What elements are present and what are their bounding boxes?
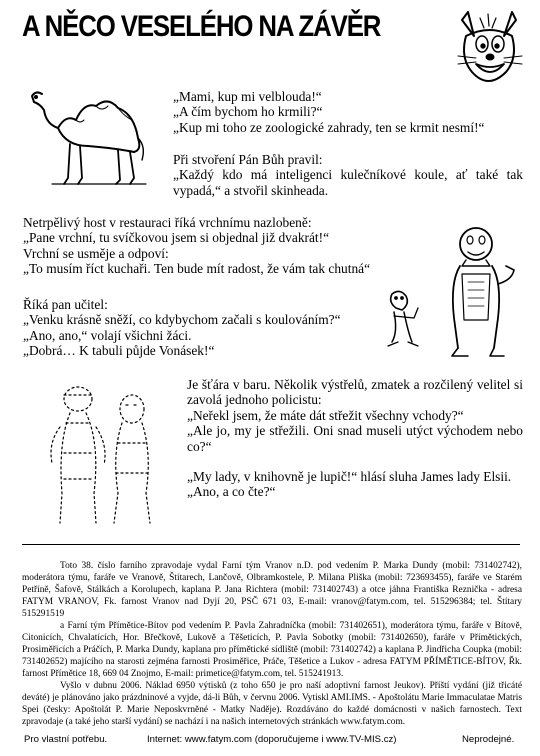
footer-personal-use: Pro vlastní potřebu.	[24, 734, 108, 745]
footer-paragraph-vranov: Toto 38. číslo farního zpravodaje vydal Farní tým Vranov n.D. pod vedením P. Marka Dundy (mobil: 731402742), moderátora týmu, faráře ve Vranově, Štítarech, Lančově, Olbramkostele, P. Milana Pliška (mobil: 723693455), faráře ve Starém Petříně, Šafově, Stálkách a Korolupech, kaplana P. Jana Richtera (mobil: 731402743) a otce jáhna Františka Reznička - adresa FATYM VRANOV, Fk. farnost Vranov nad Dyjí 20, PSČ 671 03, E-mail: vranov@fatym.com, tel. 515296384; tel. Štítary 515291519	[22, 561, 522, 619]
footer-divider	[22, 544, 520, 545]
joke-line: „Ano, a co čte?“	[187, 484, 276, 500]
cartoon-cat-face-illustration	[450, 6, 530, 96]
page-title: A NĚCO VESELÉHO NA ZÁVĚR	[22, 10, 381, 43]
joke-line: Je šťára v baru. Několik výstřelů, zmatek a rozčilený velitel si zavolá jednoho policistu:	[187, 377, 523, 408]
footer-internet: Internet: www.fatym.com (doporučujeme i www.TV-MIS.cz)	[147, 734, 397, 745]
joke-restaurace	[23, 215, 370, 277]
footer-paragraph-primetice: a Farní tým Přímětice-Bítov pod vedením P. Pavla Zahradníčka (mobil: 731402651), moderátora týmu, faráře v Bítově, Citonicích, Chvalatících, Hor. Břečkově, Lukově a Těšeticích, P. Pavla Sobotky (mobil: 731402650), faráře v Přímětických, Prosiměřicích a Práčích, P. Marka Dundy, kaplana pro přímětické sídliště (mobil: 731402742) a kaplana P. Jindřicha Coupka (mobil: 731402652) majícího na starosti zejména farnosti Prosiměřice, Práče, Těšetice a Lukov - adresa FATYM PŘÍMĚTICE-BÍTOV, Řk. farnost Přímětice 18, 669 04 Znojmo, E-mail: primetice@fatym.com, tel. 515241913.	[22, 621, 522, 679]
joke-line: „To musím říct kuchaři. Ten bude mít radost, že vám tak chutná“	[23, 261, 371, 277]
camel-illustration	[22, 80, 162, 190]
joke-line: Říká pan učitel:	[23, 297, 108, 312]
bar-police-sketch-illustration	[30, 383, 170, 533]
joke-line: „Ano, ano,“ volají všichni žáci.	[23, 327, 192, 343]
joke-line: Při stvoření Pán Bůh pravil:	[173, 152, 323, 167]
joke-ucitel	[23, 297, 341, 359]
joke-line: „Ale jo, my je střežili. Oni snad museli utýct východem nebo co?“	[187, 423, 523, 454]
joke-line: „Každý kdo má inteligenci kulečníkové koule, ať také tak vypadá,“ a stvořil skinheada.	[173, 167, 523, 198]
joke-line: „Kup mi toho ze zoologické zahrady, ten se krmit nesmí!“	[173, 119, 485, 135]
joke-line: „My lady, v knihovně je lupič!“ hlásí sluha James lady Elsii.	[187, 469, 512, 485]
joke-bar	[187, 377, 523, 500]
joke-line: „Pane vrchní, tu svíčkovou jsem si objednal již dvakrát!“	[23, 230, 330, 246]
joke-velbloud	[173, 89, 484, 135]
joke-line: Netrpělivý host v restauraci říká vrchnímu nazlobeně:	[23, 215, 312, 230]
waiter-cartoon-illustration	[378, 222, 528, 372]
joke-line: „A čím bychom ho krmili?“	[173, 104, 323, 120]
joke-line: „Venku krásně sněží, co kdybychom začali s koulováním?“	[23, 312, 341, 328]
footer-imprint	[22, 560, 522, 728]
footer-not-for-sale: Neprodejné.	[462, 734, 515, 745]
footer-paragraph-edition: Vyšlo v dubnu 2006. Náklad 6950 výtisků (z toho 650 je pro naší adoptivní farnost Jeukov). Příští vydání (již třicáté deváté) je plánováno jako prázdninové a vyjde, dá-li Bůh, v červnu 2006. Vytiskl AMI.IMS. - Apoštolátu Marie Immaculatae Matris Spei (česky: Apoštolát P. Marie Neposkvrněné - Matky Naděje). Rozdáváno do každé domácnosti v našich farnostech. Text zpravodaje (a také jeho starší vydání) se nachází i na našich internetových stránkách www.fatym.com.	[22, 681, 522, 727]
joke-line: „Mami, kup mi velblouda!“	[173, 89, 322, 104]
joke-line: „Neřekl jsem, že máte dát střežit všechny vchody?“	[187, 407, 464, 423]
joke-line: „Dobrá… K tabuli půjde Vonásek!“	[23, 343, 215, 359]
joke-line: Vrchní se usměje a odpoví:	[23, 245, 169, 261]
joke-skinhead	[173, 152, 523, 198]
